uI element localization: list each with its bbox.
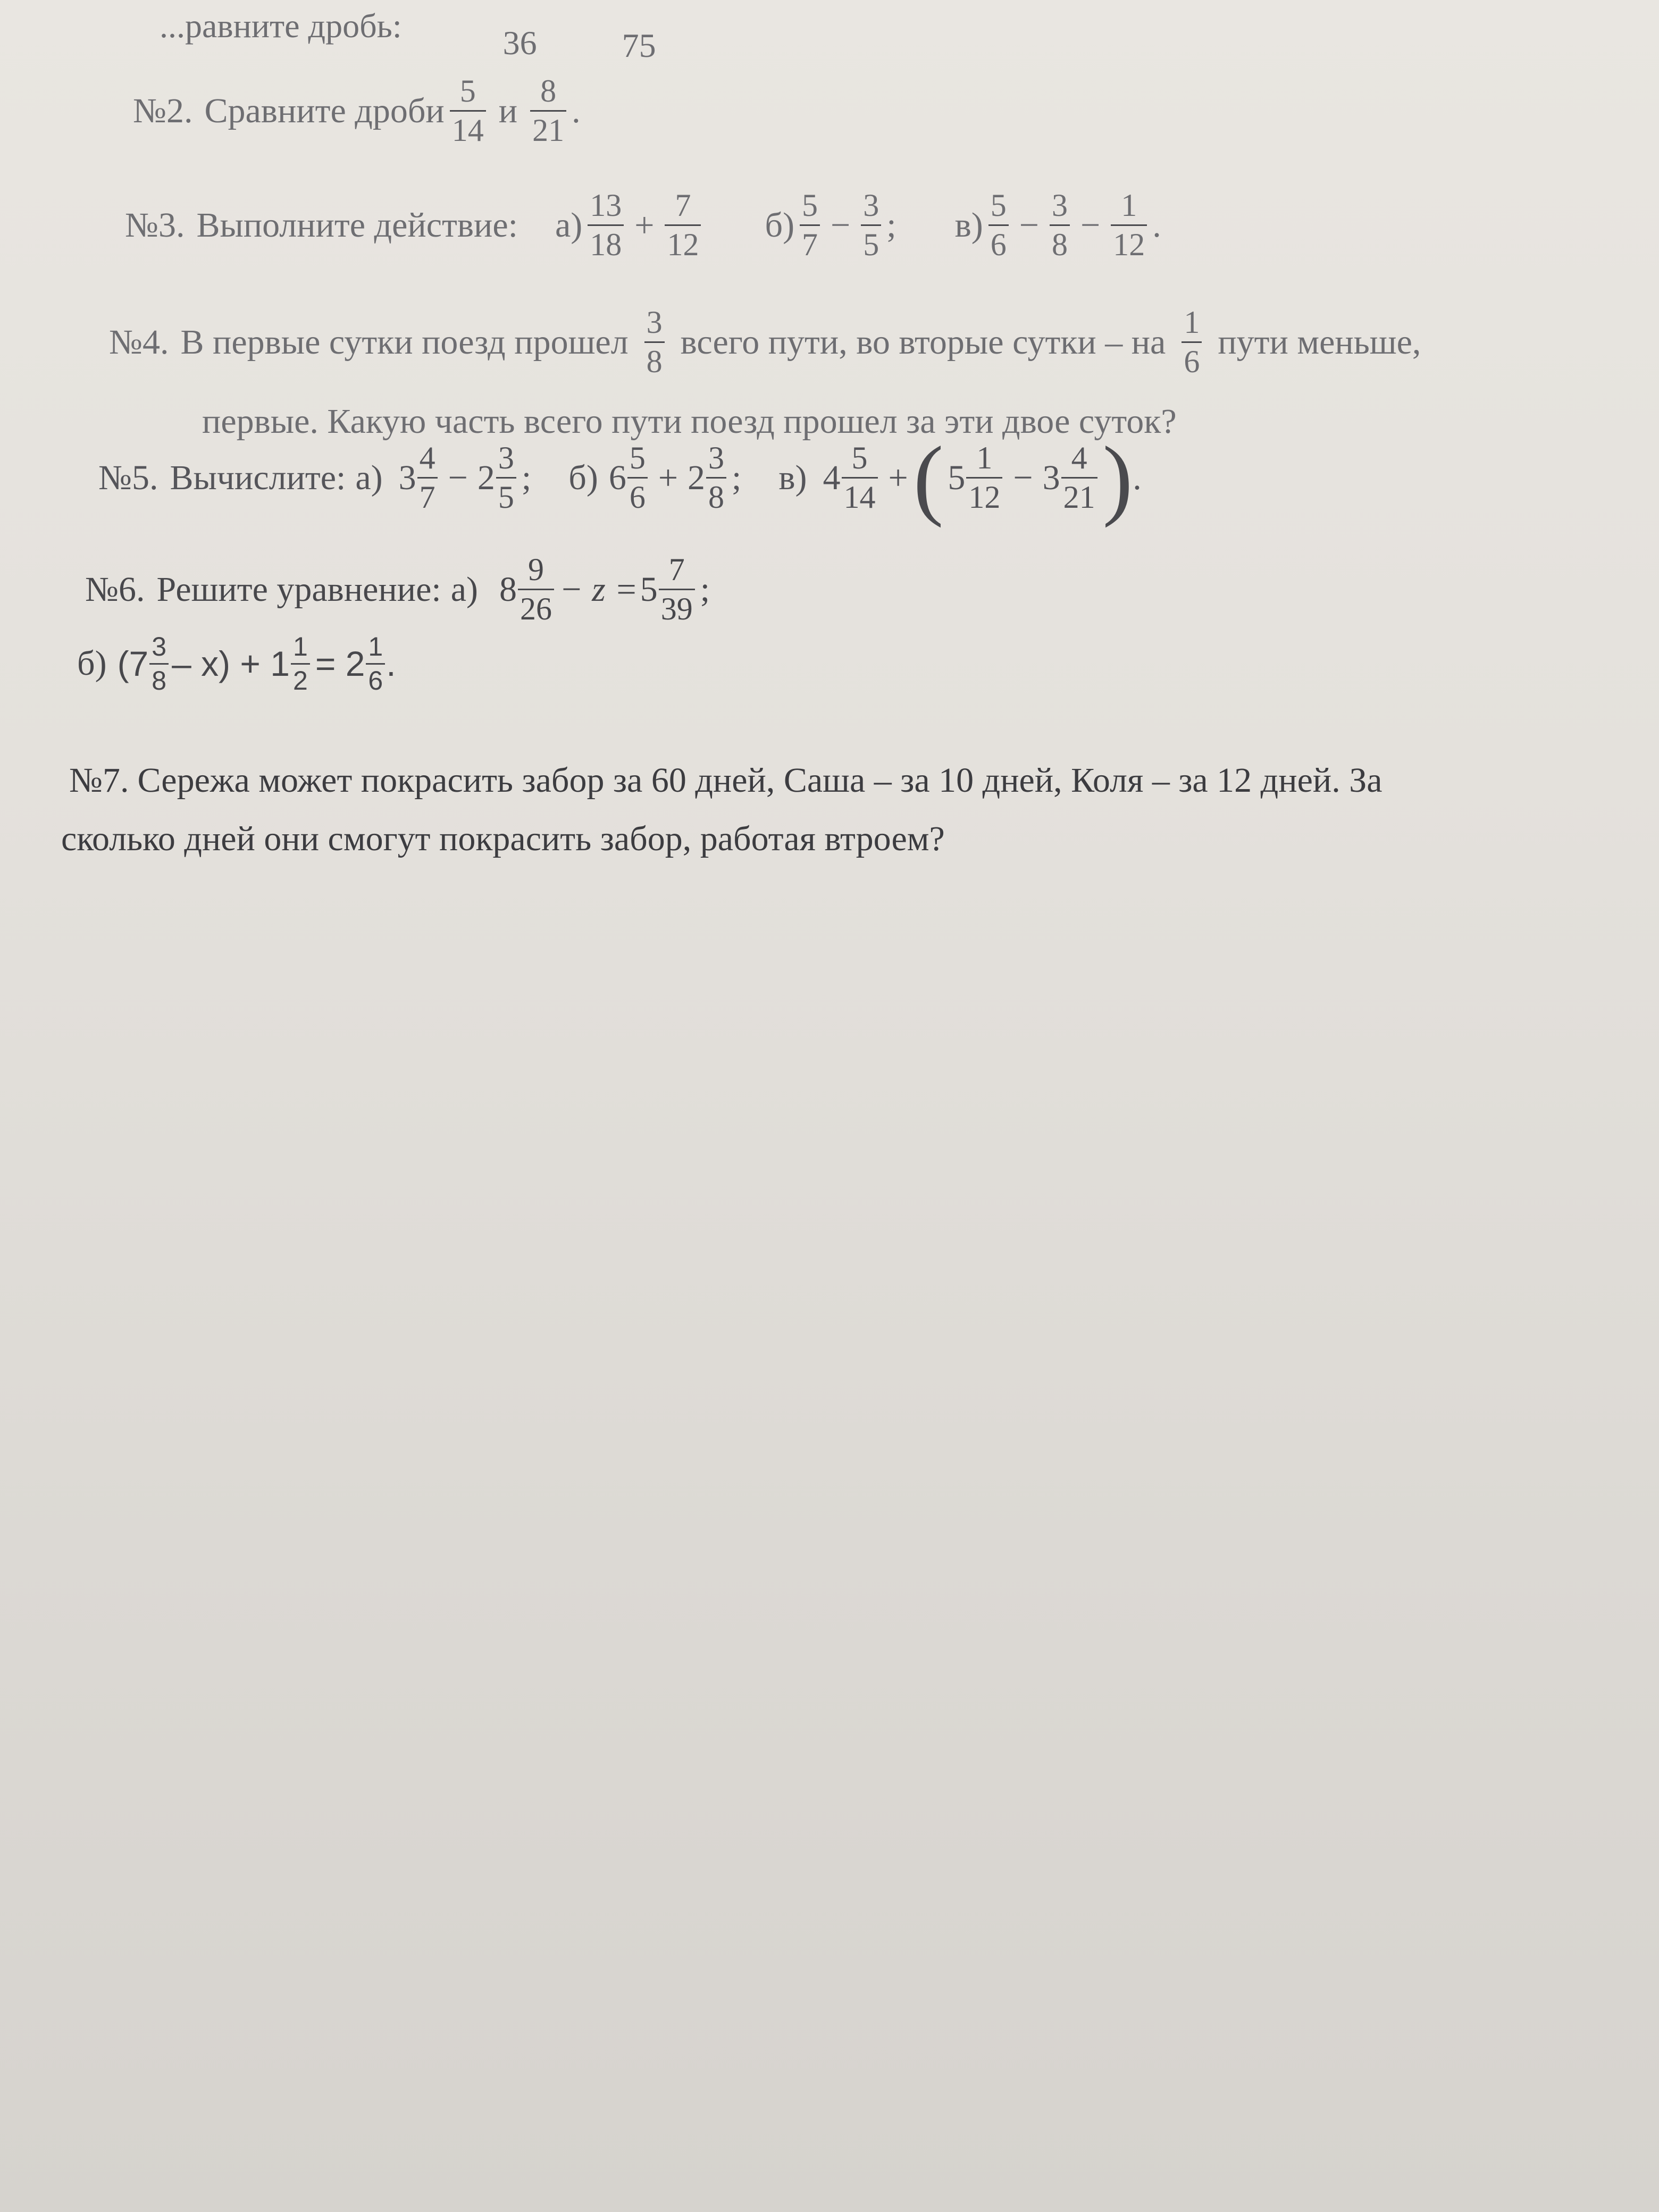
open-paren: ( — [913, 428, 944, 528]
problem-1-cut — [160, 0, 656, 63]
problem-4-number: №4. — [109, 322, 169, 362]
problem-1-label: ...равните дробь: — [160, 7, 402, 45]
fraction: $\frac{1}{12}$ — [966, 441, 1002, 514]
problem-4-text-1: В первые сутки поезд прошел — [180, 322, 629, 362]
fraction: $\frac{5}{14}$ — [450, 74, 486, 147]
problem-6-number: №6. — [85, 569, 145, 609]
problem-3-number: №3. — [125, 205, 185, 245]
problem-4-text-2: всего пути, во вторые сутки – на — [680, 322, 1166, 362]
problem-4-line-2: первые. Какую часть всего пути поезд прошел за эти двое суток? — [202, 402, 1177, 441]
fraction: $\frac{3}{8}$ — [706, 441, 726, 514]
problem-1-den-1: 36 — [502, 24, 537, 62]
problem-4-text-3: пути меньше, — [1218, 322, 1421, 362]
fraction: $\frac{3}{5}$ — [861, 189, 881, 262]
problem-2: №2. Сравните дроби $\frac{5}{14}$ и $\frac{8}{21}$ . — [133, 73, 581, 148]
fraction: $\frac{1}{2}$ — [291, 633, 310, 694]
fraction: $\frac{8}{21}$ — [530, 74, 566, 147]
fraction: $\frac{13}{18}$ — [588, 189, 624, 262]
fraction: $\frac{7}{12}$ — [665, 189, 701, 262]
fraction: $\frac{1}{6}$ — [1182, 306, 1202, 379]
problem-6-text: Решите уравнение: — [156, 569, 441, 609]
close-paren: ) — [1102, 428, 1133, 528]
problem-7-line-1: Сережа может покрасить забор за 60 дней, Саша – за 10 дней, Коля – за 12 дней. За — [137, 761, 1382, 800]
fraction: $\frac{4}{7}$ — [417, 441, 438, 514]
problem-2-number: №2. — [133, 91, 193, 130]
problem-3-text: Выполните действие: — [196, 205, 518, 245]
fraction: $\frac{9}{26}$ — [518, 553, 554, 626]
problem-7-number: №7. — [69, 761, 129, 800]
problem-1-den-2: 75 — [622, 27, 656, 64]
problem-6-b: б) (7 $\frac{3}{8}$ – x) + 1 $\frac{1}{2}$ = 2 $\frac{1}{6}$ . — [77, 632, 396, 696]
fraction: $\frac{3}{8}$ — [1050, 189, 1070, 262]
fraction: $\frac{5}{14}$ — [842, 441, 878, 514]
problem-2-text: Сравните дроби — [204, 91, 445, 130]
problem-2-and: и — [498, 91, 518, 130]
fraction: $\frac{1}{12}$ — [1111, 189, 1147, 262]
fraction: $\frac{3}{5}$ — [496, 441, 516, 514]
fraction: $\frac{5}{7}$ — [800, 189, 820, 262]
fraction: $\frac{4}{21}$ — [1061, 441, 1097, 514]
fraction: $\frac{5}{6}$ — [988, 189, 1009, 262]
problem-4 — [109, 306, 1421, 379]
problem-5-text: Вычислите: — [170, 458, 346, 497]
fraction: $\frac{1}{6}$ — [366, 633, 385, 694]
fraction: $\frac{3}{8}$ — [644, 306, 665, 379]
fraction: $\frac{3}{8}$ — [149, 633, 169, 694]
problem-7-line-2: сколько дней они смогут покрасить забор, работая втроем? — [61, 819, 945, 858]
fraction: $\frac{5}{6}$ — [627, 441, 648, 514]
fraction: $\frac{7}{39}$ — [659, 553, 695, 626]
problem-6: №6. Решите уравнение: а) 8 $\frac{9}{26}$ − z = 5 $\frac{7}{39}$ ; — [85, 552, 710, 626]
problem-3: №3. Выполните действие: а) $\frac{13}{18}$ + $\frac{7}{12}$ б) $\frac{5}{7}$ − $\frac{3}{5}$ ; в) $\frac{5}{6}$ − $\frac{3}{8}$ − $\frac{1}{12}$ . — [125, 188, 1161, 262]
problem-5-number: №5. — [98, 458, 158, 497]
problem-7 — [69, 763, 1382, 798]
problem-5: №5. Вычислите: а) 3 $\frac{4}{7}$ − 2 $\frac{3}{5}$ ; б) 6 $\frac{5}{6}$ + 2 $\frac{3}{8}$ ; в) 4 $\frac{5}{14}$ + ( 5 $\frac{1}{12}$ − 3 $\frac{4}{21}$ ) . — [98, 428, 1142, 528]
